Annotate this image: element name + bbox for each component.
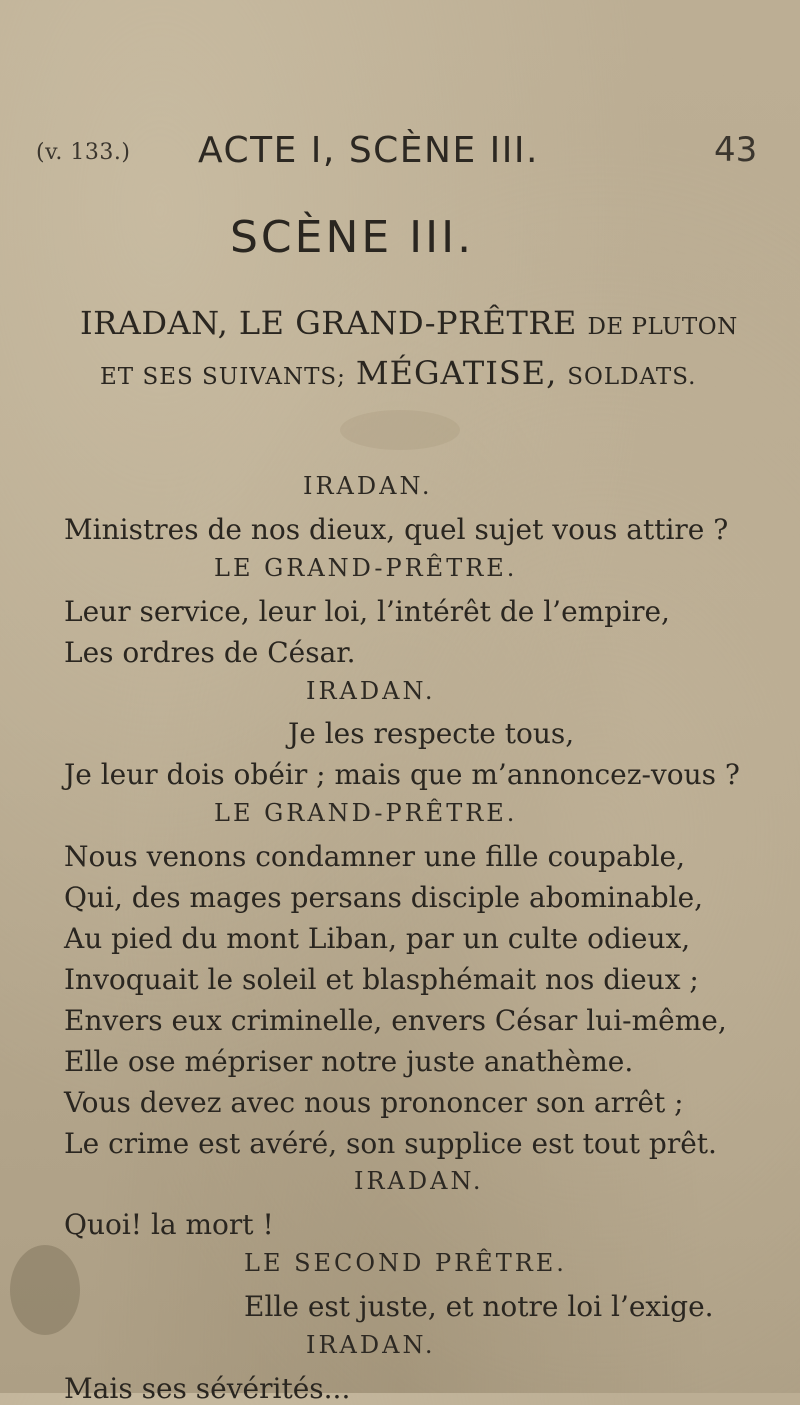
cast-line-2: [100, 354, 697, 392]
verse-line: Qui, des mages persans disciple abominable,: [64, 881, 704, 914]
verse-line: Invoquait le soleil et blasphémait nos dieux ;: [64, 963, 699, 996]
verse-line: Le crime est avéré, son supplice est tout prêt.: [64, 1127, 717, 1160]
cast-line-1: [80, 304, 738, 342]
verse-line: Vous devez avec nous prononcer son arrêt ;: [64, 1086, 684, 1119]
paper-stain: [340, 410, 460, 450]
verse-line: Je les respecte tous,: [288, 717, 575, 750]
verse-line: Nous venons condamner une fille coupable,: [64, 840, 686, 873]
verse-line: Je leur dois obéir ; mais que m’annoncez-vous ?: [64, 758, 740, 791]
verse-line: Quoi! la mort !: [64, 1208, 274, 1241]
speaker-name: LE GRAND-PRÊTRE.: [214, 554, 518, 582]
speaker-name: IRADAN.: [303, 472, 433, 500]
speaker-name: IRADAN.: [354, 1167, 484, 1195]
verse-line: Leur service, leur loi, l’intérêt de l’empire,: [64, 595, 670, 628]
verse-line: Elle est juste, et notre loi l’exige.: [244, 1290, 714, 1323]
cast-main-characters: IRADAN, LE GRAND-PRÊTRE: [80, 304, 577, 342]
cast-megatise: MÉGATISE,: [355, 354, 558, 392]
speaker-name: IRADAN.: [306, 677, 436, 705]
page-number: 43: [714, 130, 758, 170]
verse-line: Ministres de nos dieux, quel sujet vous attire ?: [64, 513, 729, 546]
verse-reference: (v. 133.): [36, 140, 131, 165]
verse-line: Elle ose mépriser notre juste anathème.: [64, 1045, 634, 1078]
verse-line: Au pied du mont Liban, par un culte odieux,: [64, 922, 691, 955]
verse-line: Mais ses sévérités...: [64, 1372, 351, 1405]
speaker-name: LE SECOND PRÊTRE.: [244, 1249, 567, 1277]
cast-deity: DE PLUTON: [587, 314, 738, 340]
verse-line: Les ordres de César.: [64, 636, 356, 669]
verse-line: Envers eux criminelle, envers César lui-même,: [64, 1004, 727, 1037]
speaker-name: LE GRAND-PRÊTRE.: [214, 799, 518, 827]
running-head-title: ACTE I, SCÈNE III.: [198, 130, 539, 171]
speaker-name: IRADAN.: [306, 1331, 436, 1359]
paper-stain: [10, 1245, 80, 1335]
cast-followers: ET SES SUIVANTS;: [100, 364, 346, 390]
scene-heading: SCÈNE III.: [230, 212, 475, 263]
cast-soldiers: SOLDATS.: [567, 364, 697, 390]
